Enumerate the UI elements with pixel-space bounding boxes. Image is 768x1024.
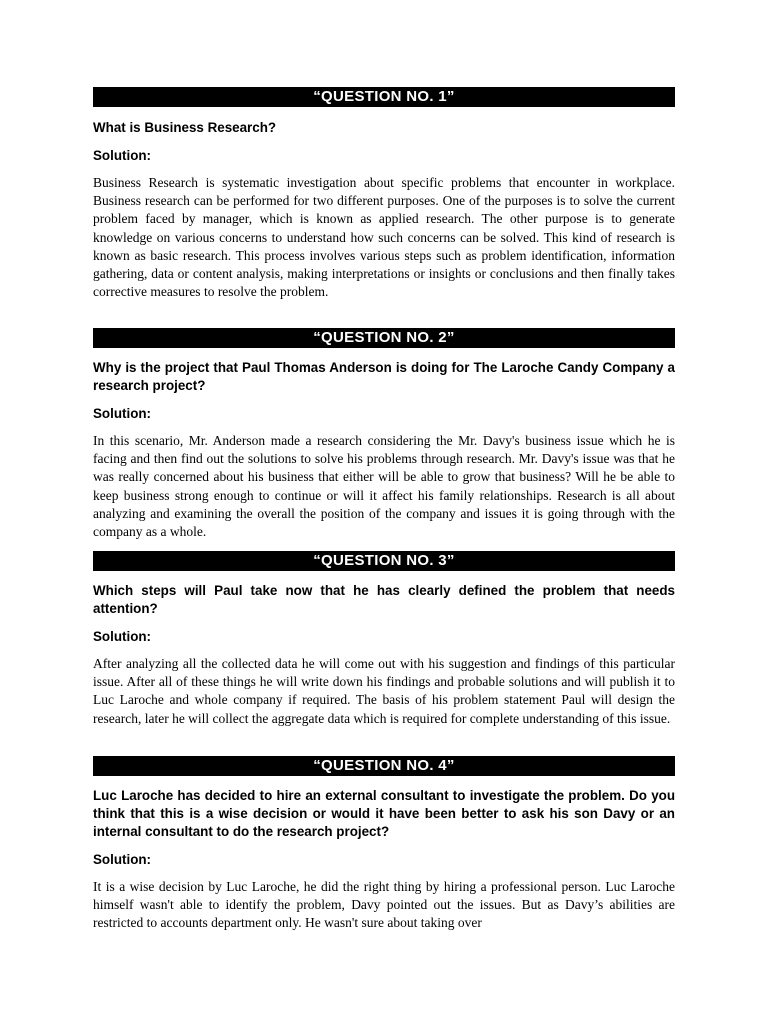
question-3-text: Which steps will Paul take now that he has clearly defined the problem that needs attention? [93,583,675,616]
question-1-text: What is Business Research? [93,120,277,135]
answer-4-text: It is a wise decision by Luc Laroche, he did the right thing by hiring a professional person. Luc Laroche himself wasn't able to identify the problem, Davy pointed out the issues. But as Davy’s abilities are restricted to accounts department only. He wasn't sure about taking over [93,879,675,931]
solution-2-label: Solution: [93,406,152,421]
question-4-heading: “QUESTION NO. 4” [93,756,675,776]
solution-4-label: Solution: [93,852,152,867]
solution-1-label: Solution: [93,148,152,163]
question-2-heading: “QUESTION NO. 2” [93,328,675,348]
answer-1-text: Business Research is systematic investigation about specific problems that encounter in workplace. Business research can be performed for two different purposes. One of the purposes is to solve the current problem faced by manager, which is known as applied research. The other purpose is to generate knowledge on various concerns to understand how such concerns can be solved. This kind of research is known as basic research. This process involves various steps such as problem identification, information gathering, data or content analysis, making interpretations or insights or conclusions and then finally takes corrective measures to resolve the problem. [93,175,675,300]
question-1-heading: “QUESTION NO. 1” [93,87,675,107]
question-2-text: Why is the project that Paul Thomas Anderson is doing for The Laroche Candy Company a research project? [93,360,675,393]
question-3-heading: “QUESTION NO. 3” [93,551,675,571]
answer-3-text: After analyzing all the collected data he will come out with his suggestion and findings of this particular issue. After all of these things he will write down his findings and probable solutions and will publish it to Luc Laroche and whole company if required. The basis of his problem statement Paul will design the research, later he will collect the aggregate data which is required for complete understanding of this issue. [93,656,675,726]
answer-2-text: In this scenario, Mr. Anderson made a research considering the Mr. Davy's business issue which he is facing and then find out the solutions to solve his problems through research. Mr. Davy's issue was that he was really concerned about his business that either will be able to grow that business? Will he be able to keep business strong enough to continue or will it affect his family relationships. Research is all about analyzing and examining the overall the position of the company and issues it is going through with the company as a whole. [93,433,675,540]
solution-3-label: Solution: [93,629,152,644]
question-4-text: Luc Laroche has decided to hire an external consultant to investigate the problem. Do you think that this is a wise decision or would it have been better to ask his son Davy or an internal consultant to do the research project? [93,788,675,839]
